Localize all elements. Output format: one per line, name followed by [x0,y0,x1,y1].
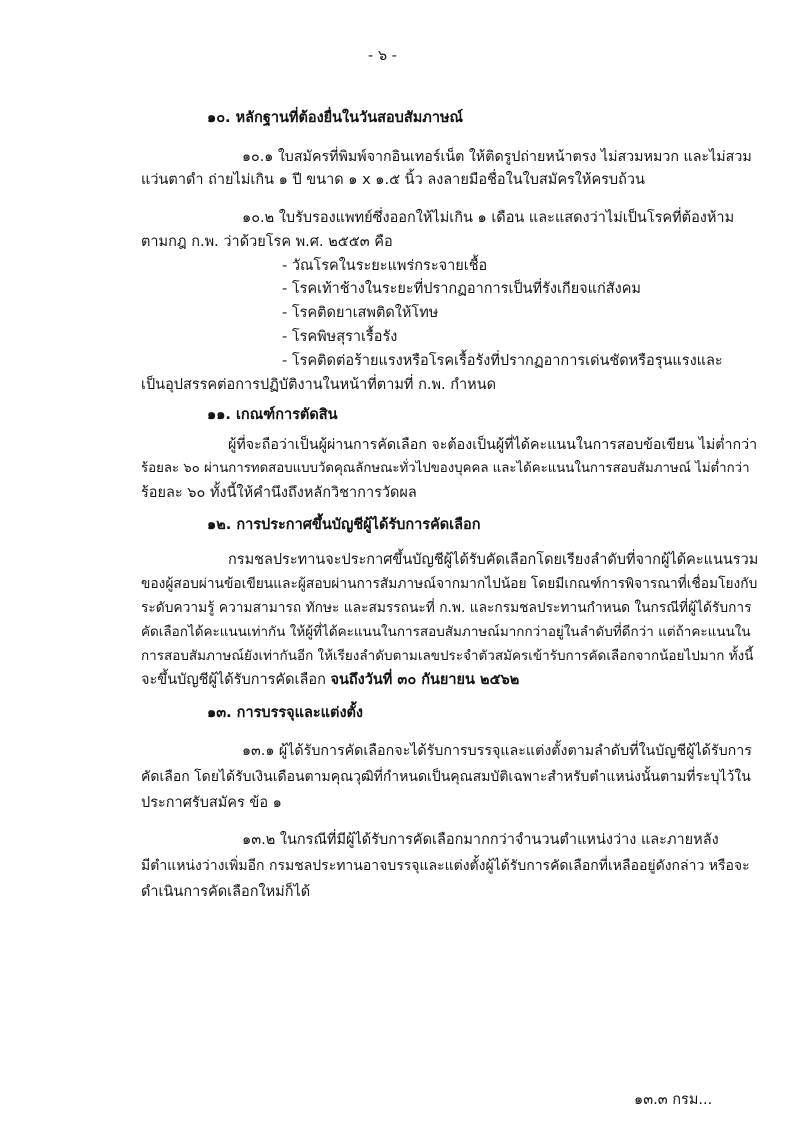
disease-item-5: - โรคติดต่อร้ายแรงหรือโรคเรื้อรังที่ปรากฏอาการเด่นชัดหรือรุนแรงและ [282,353,723,369]
disease-item-2: - โรคเท้าช้างในระยะที่ปรากฏอาการเป็นที่รังเกียจแก่สังคม [282,281,641,297]
section-13-2-line-2: มีตำแหน่งว่างเพิ่มอีก กรมชลประทานอาจบรรจุและแต่งตั้งผู้ได้รับการคัดเลือกที่เหลืออยู่ดังกล่าว หรือจะ [141,858,750,874]
section-13-2-line-1: ๑๓.๒ ในกรณีที่มีผู้ได้รับการคัดเลือกมากกว่าจำนวนตำแหน่งว่าง และภายหลัง [242,832,719,848]
section-11-line-1: ผู้ที่จะถือว่าเป็นผู้ผ่านการคัดเลือก จะต้องเป็นผู้ที่ได้คะแนนในการสอบข้อเขียน ไม่ต่ำกว่า [228,437,758,453]
section-12-deadline: จนถึงวันที่ ๓๐ กันยายน ๒๕๖๒ [330,672,520,688]
section-11-heading: ๑๑. เกณฑ์การตัดสิน [207,407,338,423]
section-12-line-6-text: จะขึ้นบัญชีผู้ได้รับการคัดเลือก [141,672,331,688]
section-10-heading: ๑๐. หลักฐานที่ต้องยื่นในวันสอบสัมภาษณ์ [207,110,463,126]
section-10-1-line-2: แว่นตาดำ ถ่ายไม่เกิน ๑ ปี ขนาด ๑ x ๑.๕ นิ้ว ลงลายมือชื่อในใบสมัครให้ครบถ้วน [141,172,645,188]
disease-item-3: - โรคติดยาเสพติดให้โทษ [282,305,439,321]
section-12-line-5: การสอบสัมภาษณ์ยังเท่ากันอีก ให้เรียงลำดับตามเลขประจำตัวสมัครเข้ารับการคัดเลือกจากน้อยไปมาก ทั้งนี้ [141,648,754,664]
section-11-line-2: ร้อยละ ๖๐ ผ่านการทดสอบแบบวัดคุณลักษณะทั่วไปของบุคคล และได้คะแนนในการสอบสัมภาษณ์ ไม่ต่ำกว่า [141,461,750,476]
section-11-line-3: ร้อยละ ๖๐ ทั้งนี้ให้คำนึงถึงหลักวิชาการวัดผล [141,485,417,501]
section-12-line-4: คัดเลือกได้คะแนนเท่ากัน ให้ผู้ที่ได้คะแนนในการสอบสัมภาษณ์มากกว่าอยู่ในลำดับที่ดีกว่า แต่ถ้าคะแนนใน [141,624,751,640]
disease-item-4: - โรคพิษสุราเรื้อรัง [282,329,398,345]
section-10-1-line-1: ๑๐.๑ ใบสมัครที่พิมพ์จากอินเทอร์เน็ต ให้ติดรูปถ่ายหน้าตรง ไม่สวมหมวก และไม่สวม [242,149,752,165]
section-13-1-line-2: คัดเลือก โดยได้รับเงินเดือนตามคุณวุฒิที่กำหนดเป็นคุณสมบัติเฉพาะสำหรับตำแหน่งนั้นตามที่ระบุไว้ใน [141,769,751,785]
disease-item-1: - วัณโรคในระยะแพร่กระจายเชื้อ [282,258,488,274]
section-12-heading: ๑๒. การประกาศขึ้นบัญชีผู้ได้รับการคัดเลือก [207,517,481,533]
section-13-1-line-3: ประกาศรับสมัคร ข้อ ๑ [141,795,282,811]
section-10-2-line-2: ตามกฎ ก.พ. ว่าด้วยโรค พ.ศ. ๒๕๕๓ คือ [141,234,393,250]
section-13-1-line-1: ๑๓.๑ ผู้ได้รับการคัดเลือกจะได้รับการบรรจุและแต่งตั้งตามลำดับที่ในบัญชีผู้ได้รับการ [242,743,752,759]
disease-item-5-continuation: เป็นอุปสรรคต่อการปฏิบัติงานในหน้าที่ตามที่ ก.พ. กำหนด [141,377,497,393]
footer-continuation: ๑๓.๓ กรม... [634,1092,713,1108]
section-12-line-3: ระดับความรู้ ความสามารถ ทักษะ และสมรรถนะที่ ก.พ. และกรมชลประทานกำหนด ในกรณีที่ผู้ได้รับการ [141,600,752,616]
section-12-line-2: ของผู้สอบผ่านข้อเขียนและผู้สอบผ่านการสัมภาษณ์จากมากไปน้อย โดยมีเกณฑ์การพิจารณาที่เชื่อมโยงกับ [141,576,758,592]
section-10-2-line-1: ๑๐.๒ ใบรับรองแพทย์ซึ่งออกให้ไม่เกิน ๑ เดือน และแสดงว่าไม่เป็นโรคที่ต้องห้าม [242,210,735,226]
section-12-line-1: กรมชลประทานจะประกาศขึ้นบัญชีผู้ได้รับคัดเลือกโดยเรียงลำดับที่จากผู้ได้คะแนนรวม [228,552,759,568]
section-13-heading: ๑๓. การบรรจุและแต่งตั้ง [207,705,364,721]
section-12-line-6 [141,670,519,690]
section-13-2-line-3: ดำเนินการคัดเลือกใหม่ก็ได้ [141,884,311,900]
page-number: - ๖ - [368,48,397,64]
